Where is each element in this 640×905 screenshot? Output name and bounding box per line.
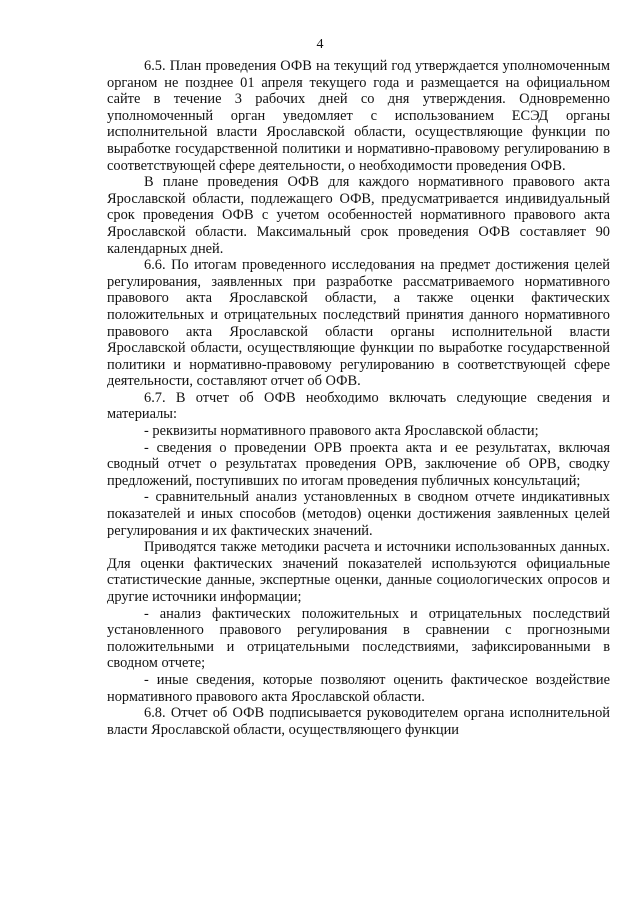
paragraph-plan-terms: В плане проведения ОФВ для каждого нормативного правового акта Ярославской области, подлежащего ОФВ, предусматривается индивидуальный срок проведения ОФВ с учетом особенностей нормативного правового акта Ярославской области. Максимальный срок проведения ОФВ составляет 90 календарных дней. [107,174,610,257]
paragraph-6-8: 6.8. Отчет об ОФВ подписывается руководителем органа исполнительной власти Ярославской области, осуществляющего функции [107,705,610,738]
document-body [107,58,610,738]
paragraph-methods: Приводятся также методики расчета и источники использованных данных. Для оценки фактических значений показателей используются официальные статистические данные, экспертные оценки, данные социологических опросов и другие источники информации; [107,539,610,605]
paragraph-6-5: 6.5. План проведения ОФВ на текущий год утверждается уполномоченным органом не позднее 01 апреля текущего года и размещается на официальном сайте в течение 3 рабочих дней со дня утверждения. Одновременно уполномоченный орган уведомляет с использованием ЕСЭД органы исполнительной власти Ярославской области, осуществляющие функции по выработке государственной политики и нормативно-правовому регулированию в соответствующей сфере деятельности, о необходимости проведения ОФВ. [107,58,610,174]
paragraph-6-6: 6.6. По итогам проведенного исследования на предмет достижения целей регулирования, заявленных при разработке рассматриваемого нормативного правового акта Ярославской области, а также оценки фактических положительных и отрицательных последствий принятия данного нормативного правового акта Ярославской области органы исполнительной власти Ярославской области, осуществляющие функции по выработке государственной политики и нормативно-правовому регулированию в соответствующей сфере деятельности, составляют отчет об ОФВ. [107,257,610,390]
list-item-requisites: - реквизиты нормативного правового акта Ярославской области; [144,423,539,440]
list-item-consequences-analysis: - анализ фактических положительных и отрицательных последствий установленного правового регулирования в сравнении с прогнозными положительными и отрицательными последствиями, зафиксированными в сводном отчете; [107,605,610,672]
list-item-orv-info: - сведения о проведении ОРВ проекта акта и ее результатах, включая сводный отчет о результатах проведения ОРВ, заключение об ОРВ, сводку предложений, поступивших по итогам проведения публичных консультаций; [107,439,610,489]
page-number: 4 [316,37,324,52]
paragraph-6-7: 6.7. В отчет об ОФВ необходимо включать следующие сведения и материалы: [107,389,610,423]
list-item-other-info: - иные сведения, которые позволяют оценить фактическое воздействие нормативного правового акта Ярославской области. [107,671,610,705]
list-item-comparative-analysis: - сравнительный анализ установленных в сводном отчете индикативных показателей и иных способов (методов) оценки достижения заявленных целей регулирования и их фактических значений. [107,489,610,539]
